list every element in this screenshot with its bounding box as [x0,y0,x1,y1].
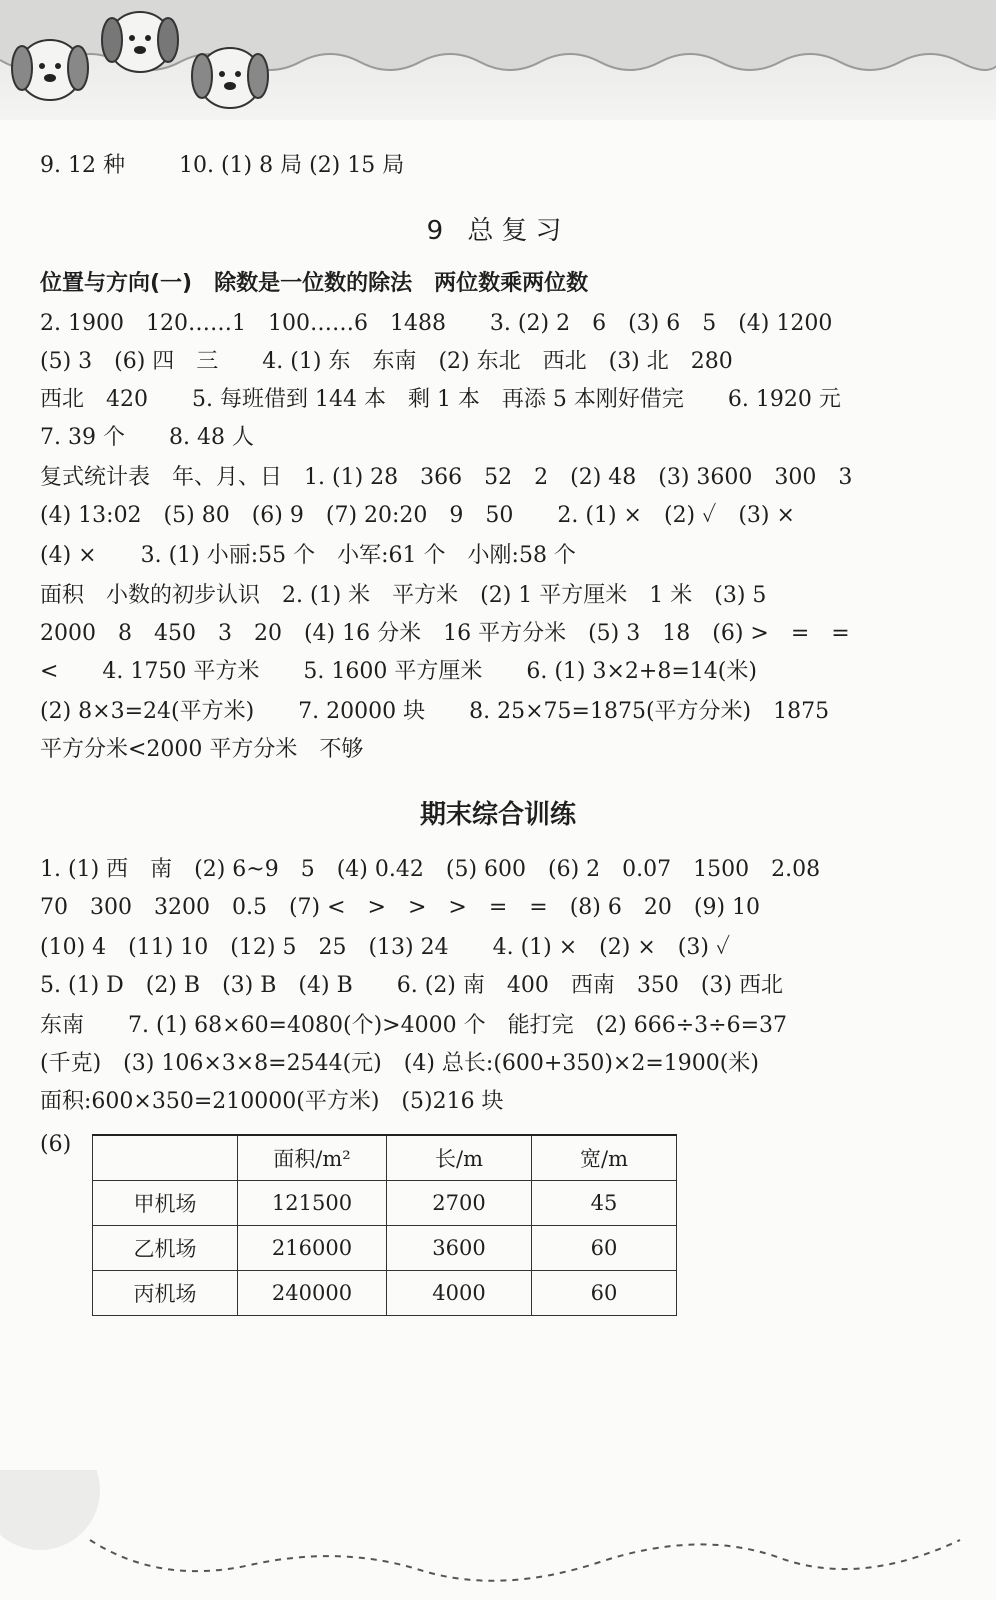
review-line: 面积 小数的初步认识 2. (1) 米 平方米 (2) 1 平方厘米 1 米 (3) 5 [40,583,767,608]
final-line: 5. (1) D (2) B (3) B (4) B 6. (2) 南 400 西南 350 (3) 西北 [40,973,784,998]
table-header-cell: 宽/m [532,1135,677,1181]
review-line: (4) 13:02 (5) 80 (6) 9 (7) 20:20 9 50 2. (1) × (2) ✓ (3) × [40,503,795,528]
puppy-illustration [0,0,280,120]
final-line: 1. (1) 西 南 (2) 6~9 5 (4) 0.42 (5) 600 (6) 2 0.07 1500 2.08 [40,857,821,882]
table-cell: 45 [532,1181,677,1226]
intro-line [40,150,966,182]
table-cell: 4000 [387,1271,532,1316]
answer-10: 10. (1) 8 局 (2) 15 局 [178,153,405,178]
review-line: 2000 8 450 3 20 (4) 16 分米 16 平方分米 (5) 3 18 (6) > = = [40,621,850,646]
review-line: 复式统计表 年、月、日 1. (1) 28 366 52 2 (2) 48 (3) 3600 300 3 [40,465,853,490]
table-header-cell: 面积/m² [238,1135,387,1181]
table-cell: 60 [532,1226,677,1271]
table-cell: 2700 [387,1181,532,1226]
header-decoration [0,0,996,120]
review-line: 7. 39 个 8. 48 人 [40,425,254,450]
footer-decoration [0,1470,996,1600]
table-header-cell: 长/m [387,1135,532,1181]
table-row [93,1181,677,1226]
airport-table [92,1134,677,1316]
table-cell: 121500 [238,1181,387,1226]
final-line: 东南 7. (1) 68×60=4080(个)>4000 个 能打完 (2) 666÷3÷6=37 [40,1013,788,1038]
review-line: 平方分米<2000 平方分米 不够 [40,737,364,762]
table-cell: 60 [532,1271,677,1316]
table-cell: 3600 [387,1226,532,1271]
table-cell: 216000 [238,1226,387,1271]
final-line: 70 300 3200 0.5 (7) < > > > = = (8) 6 20 (9) 10 [40,895,761,920]
review-heading: 位置与方向(一) 除数是一位数的除法 两位数乘两位数 [40,271,589,296]
answer-9: 9. 12 种 [40,153,125,178]
final-line: 面积:600×350=210000(平方米) (5)216 块 [40,1089,504,1114]
table-cell: 乙机场 [93,1226,238,1271]
final-line: (千克) (3) 106×3×8=2544(元) (4) 总长:(600+350)×2=1900(米) [40,1051,759,1076]
review-line: (2) 8×3=24(平方米) 7. 20000 块 8. 25×75=1875(平方分米) 1875 [40,699,830,724]
table-row [93,1226,677,1271]
table-header-cell [93,1135,238,1181]
table-cell: 丙机场 [93,1271,238,1316]
table-cell: 甲机场 [93,1181,238,1226]
review-line: 西北 420 5. 每班借到 144 本 剩 1 本 再添 5 本刚好借完 6. 1920 元 [40,387,841,412]
section-title: 9 总复习 [426,216,570,246]
review-line: (4) × 3. (1) 小丽:55 个 小军:61 个 小刚:58 个 [40,543,576,568]
final-line: (10) 4 (11) 10 (12) 5 25 (13) 24 4. (1) × (2) × (3) ✓ [40,935,731,960]
table-row [93,1271,677,1316]
final-title: 期末综合训练 [419,800,576,830]
review-line: (5) 3 (6) 四 三 4. (1) 东 东南 (2) 东北 西北 (3) 北 280 [40,349,733,374]
table-header-row [93,1135,677,1181]
review-line: 2. 1900 120……1 100……6 1488 3. (2) 2 6 (3) 6 5 (4) 1200 [40,311,833,336]
table-label: (6) [40,1132,72,1157]
table-cell: 240000 [238,1271,387,1316]
review-line: < 4. 1750 平方米 5. 1600 平方厘米 6. (1) 3×2+8=14(米) [40,659,757,684]
